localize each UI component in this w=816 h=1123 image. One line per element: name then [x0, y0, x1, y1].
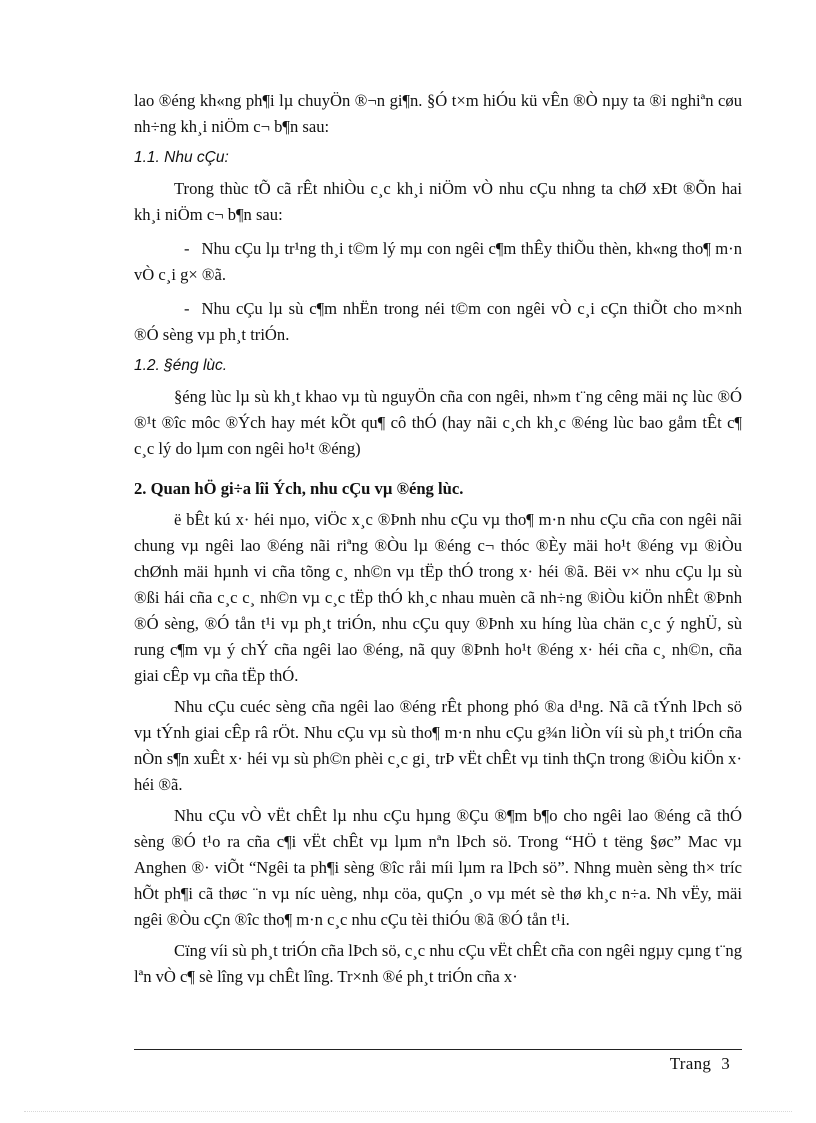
subheading-1-1: 1.1. Nhu cÇu: [134, 149, 229, 166]
bullet-text: Nhu cÇu lµ tr¹ng th¸i t©m lý mµ con ngêi c¶m thÊy thiÕu thèn, kh«ng tho¶ m·n vÒ c¸i g× ®ã. [134, 239, 742, 284]
dash-marker: - [184, 299, 190, 318]
section-heading-2: 2. Quan hÖ gi÷a lîi Ých, nhu cÇu vµ ®éng lùc. [134, 479, 464, 498]
paragraph-motivation: §éng lùc lµ sù kh¸t khao vµ tù nguyÖn cña con ngêi, nh»m t¨ng cêng mäi nç lùc ®Ó ®¹t ®îc môc ®Ých hay mét kÕt qu¶ cô thÓ (hay nãi c¸ch kh¸c ®éng lùc bao gåm tÊt c¶ c¸c lý do lµm con ngêi ho¹t ®éng) [134, 387, 742, 458]
dash-marker: - [184, 239, 190, 258]
bullet-need-definition-1 [134, 236, 742, 288]
paragraph-needs-intro: Trong thùc tÕ cã rÊt nhiÒu c¸c kh¸i niÖm vÒ nhu cÇu nhng ta chØ xÐt ®Õn hai kh¸i niÖm c¬ b¶n sau: [134, 179, 742, 224]
footer-label: Trang [669, 1054, 712, 1073]
page-footer [670, 1054, 730, 1074]
page-bottom-border [24, 1111, 792, 1112]
paragraph-intro: lao ®éng kh«ng ph¶i lµ chuyÖn ®¬n gi¶n. §Ó t×m hiÓu kü vÊn ®Ò nµy ta ®i nghiªn cøu nh÷ng kh¸i niÖm c¬ b¶n sau: [134, 91, 742, 136]
paragraph-living-needs: Nhu cÇu cuéc sèng cña ngêi lao ®éng rÊt phong phó ®a d¹ng. Nã cã tÝnh lÞch sö vµ tÝnh giai cÊp râ rÖt. Nhu cÇu vµ sù tho¶ m·n nhu cÇu g¾n liÒn víi sù ph¸t triÓn cña nÒn s¶n xuÊt x· héi vµ sù ph©n phèi c¸c gi¸ trÞ vËt chÊt vµ tinh thÇn trong ®iÒu kiÖn x· héi ®ã. [134, 697, 742, 794]
bullet-text: Nhu cÇu lµ sù c¶m nhËn trong néi t©m con ngêi vÒ c¸i cÇn thiÕt cho m×nh ®Ó sèng vµ ph¸t triÓn. [134, 299, 742, 344]
paragraph-history-development: Cïng víi sù ph¸t triÓn cña lÞch sö, c¸c nhu cÇu vËt chÊt cña con ngêi ngµy cµng t¨ng lªn vÒ c¶ sè lîng vµ chÊt lîng. Tr×nh ®é ph¸t triÓn cña x· [134, 941, 742, 986]
paragraph-material-needs: Nhu cÇu vÒ vËt chÊt lµ nhu cÇu hµng ®Çu ®¶m b¶o cho ngêi lao ®éng cã thÓ sèng ®Ó t¹o ra cña c¶i vËt chÊt vµ lµm nªn lÞch sö. Trong “HÖ t tëng §øc” Mac vµ Anghen ®· viÕt “Ngêi ta ph¶i sèng ®îc råi míi lµm ra lÞch sö”. Nhng muèn sèng th× tríc hÕt ph¶i cã thøc ¨n vµ níc uèng, nhµ cöa, quÇn ¸o vµ mét sè thø kh¸c n÷a. Nh vËy, mäi ngêi ®Òu cÇn ®îc tho¶ m·n c¸c nhu cÇu tèi thiÓu ®ã ®Ó tån t¹i. [134, 806, 742, 929]
bullet-need-definition-2 [134, 296, 742, 348]
page-content [134, 88, 742, 990]
footer-divider [134, 1049, 742, 1050]
page-number: 3 [721, 1054, 730, 1073]
subheading-1-2: 1.2. §éng lùc. [134, 357, 228, 374]
paragraph-relationship: ë bÊt kú x· héi nµo, viÖc x¸c ®Þnh nhu cÇu vµ tho¶ m·n nhu cÇu cña con ngêi nãi chung vµ ngêi lao ®éng nãi riªng ®Òu lµ ®éng c¬ thóc ®Èy mäi ho¹t ®éng vµ ®iÒu chØnh mäi hµnh vi cña tõng c¸ nh©n vµ tËp thÓ trong x· héi ®ã. Bëi v× nhu cÇu lµ sù ®ßi hái cña c¸c c¸ nh©n vµ c¸c tËp thÓ kh¸c nhau muèn cã nh÷ng ®iÒu kiÖn nhÊt ®Þnh ®Ó sèng, ®Ó tån t¹i vµ ph¸t triÓn, nhu cÇu quy ®Þnh xu híng lùa chän c¸c ý nghÜ, sù rung c¶m vµ ý chÝ cña ngêi lao ®éng, nã quy ®Þnh ho¹t ®éng x· héi cña c¸ nh©n, cña giai cÊp vµ cña tËp thÓ. [134, 510, 742, 685]
